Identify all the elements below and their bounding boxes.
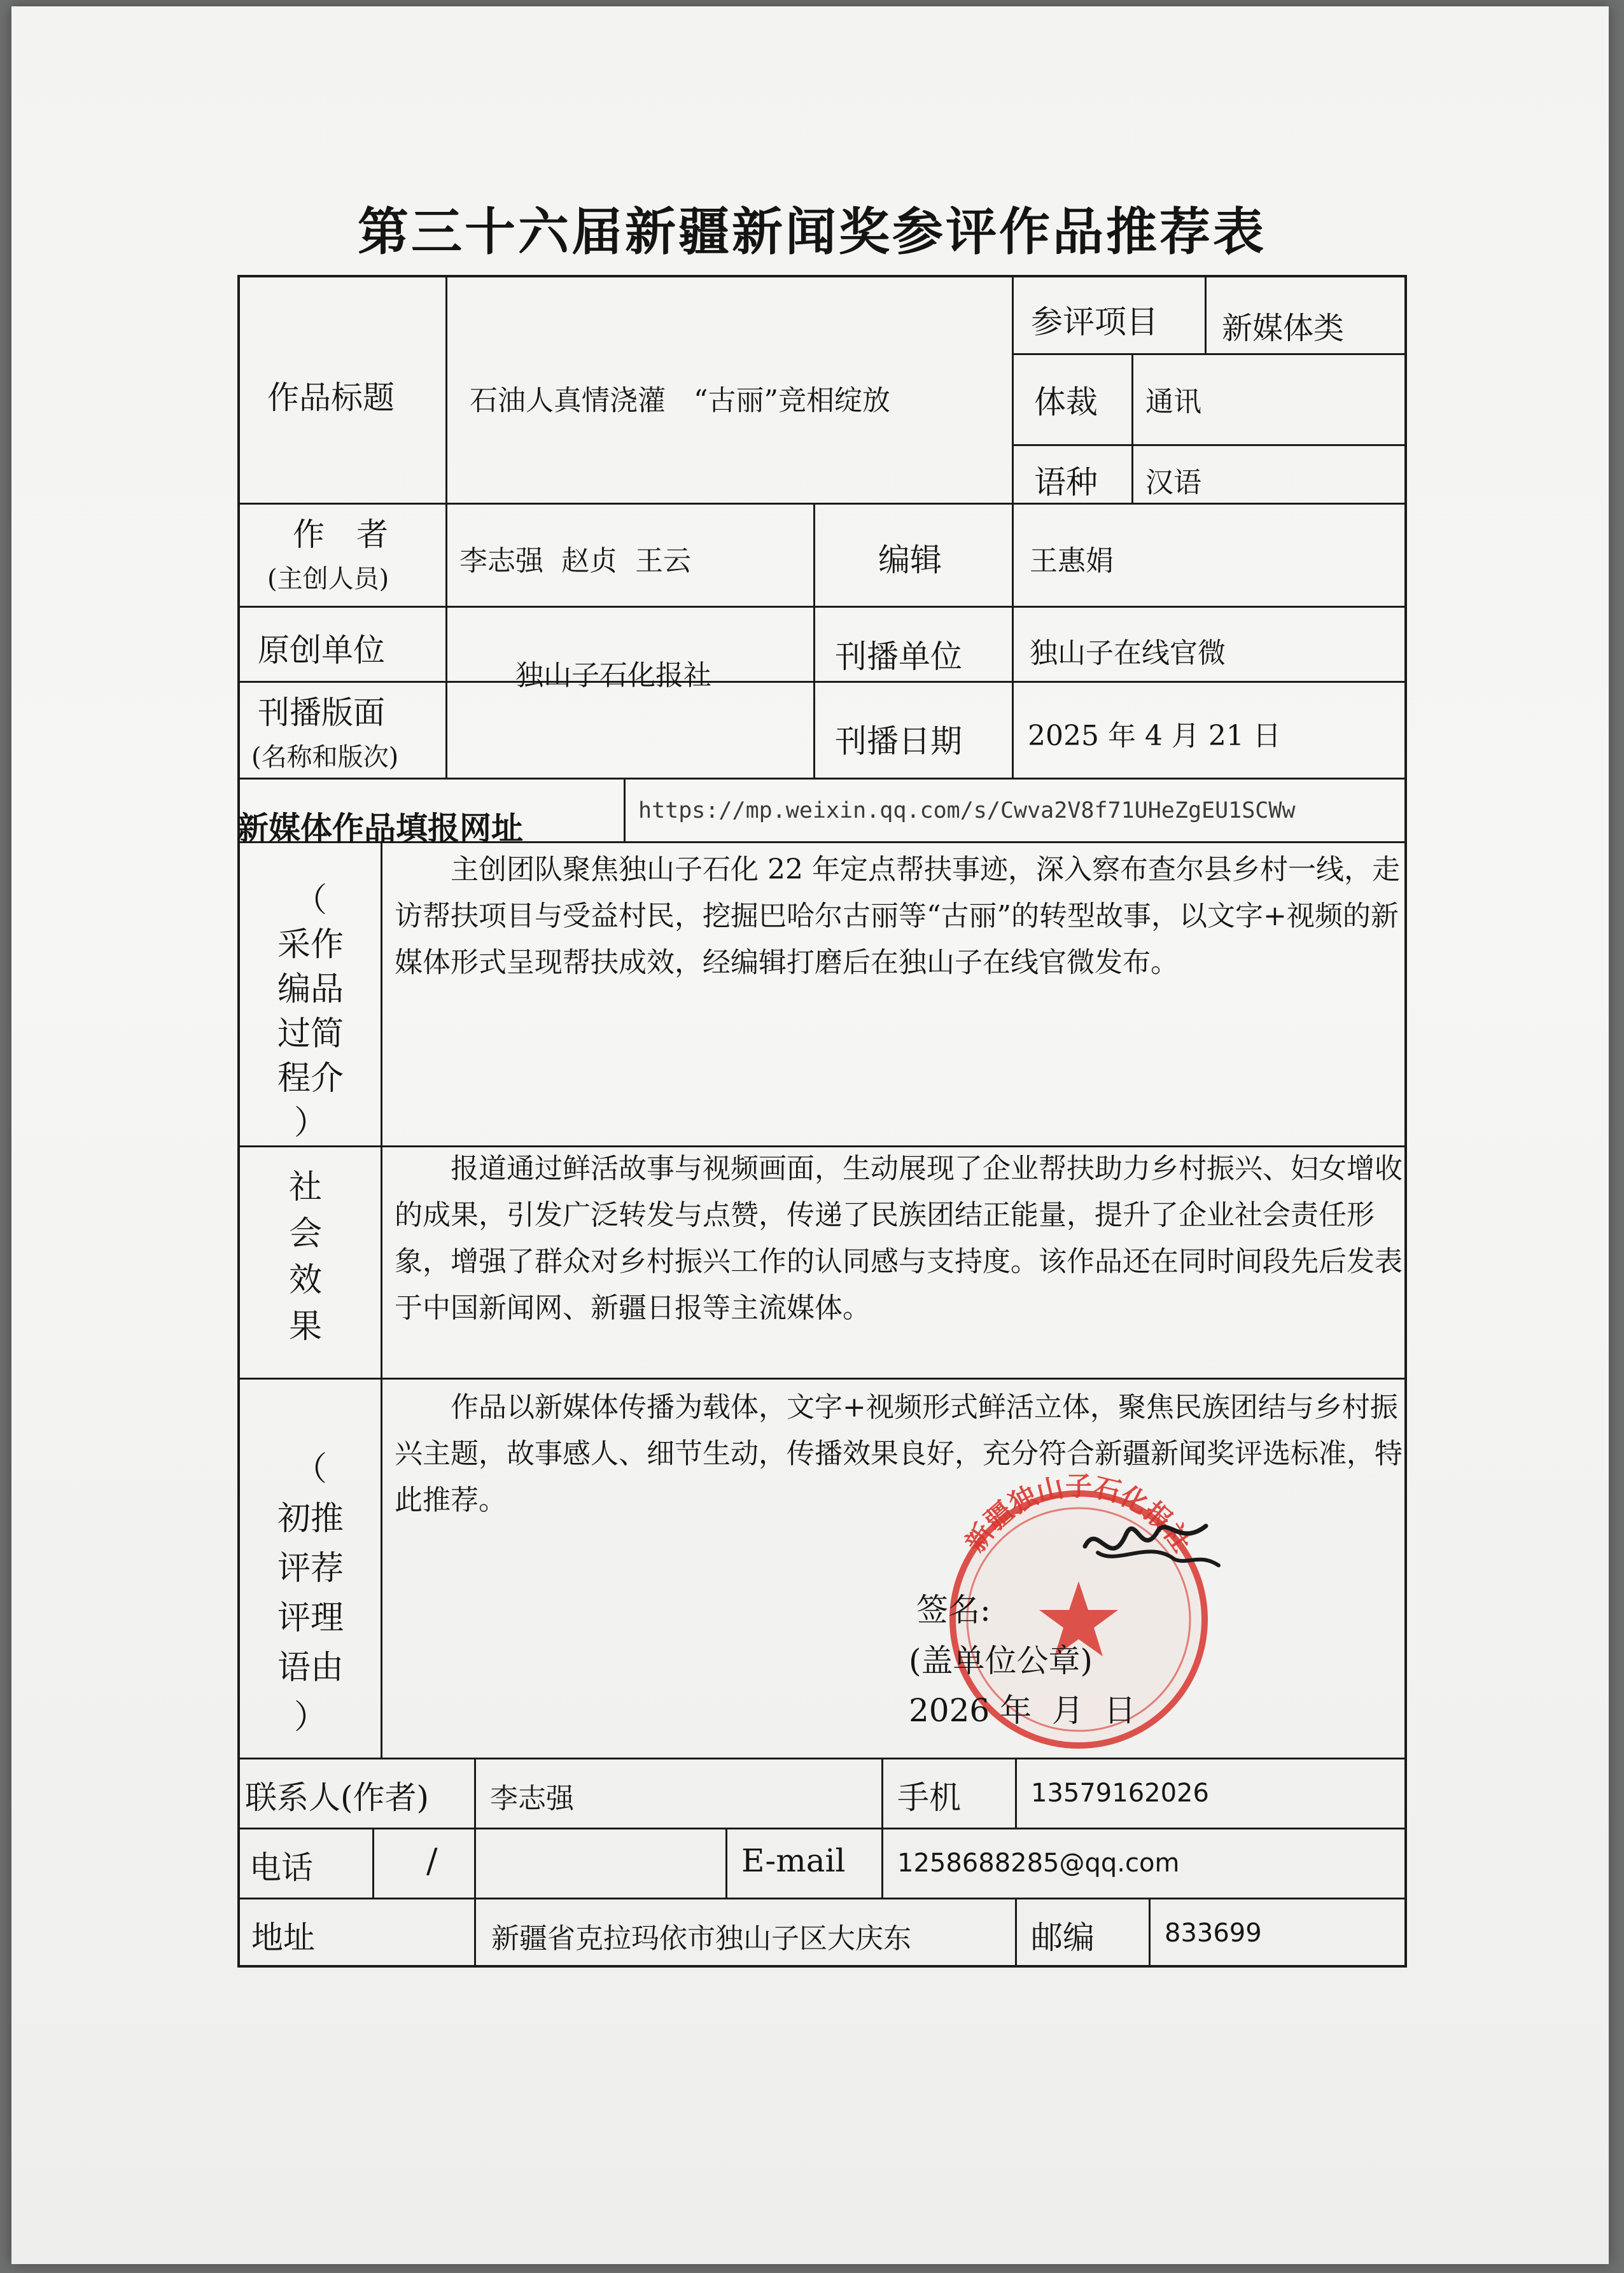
- address-label: 地址: [251, 1919, 315, 1956]
- publish-unit-value: 独山子在线官微: [1030, 637, 1226, 669]
- category-label: 参评项目: [1031, 304, 1158, 340]
- address-value: 新疆省克拉玛依市独山子区大庆东: [491, 1922, 911, 1955]
- date-line: 2026 年 月 日: [909, 1692, 1136, 1729]
- publish-date-value: 2025 年 4 月 21 日: [1028, 720, 1281, 752]
- publish-date-label: 刊播日期: [835, 723, 962, 760]
- review-text: 作品以新媒体传播为载体，文字+视频形式鲜活立体，聚焦民族团结与乡村振兴主题，故事感人、细节生动，传播效果良好，充分符合新疆新闻奖评选标准，特此推荐。: [395, 1391, 1403, 1516]
- col-divider: [1131, 353, 1133, 503]
- work-title-label: 作品标题: [267, 379, 395, 416]
- col-divider: [881, 1828, 883, 1898]
- row-divider: [237, 681, 1407, 683]
- col-divider: [1205, 275, 1207, 353]
- col-divider: [1015, 1758, 1017, 1828]
- postcode-label: 邮编: [1031, 1919, 1095, 1956]
- editor-value: 王惠娟: [1030, 545, 1114, 577]
- mobile-value: 13579162026: [1031, 1779, 1209, 1808]
- editor-label: 编辑: [878, 542, 942, 578]
- url-value[interactable]: https://mp.weixin.qq.com/s/Cwva2V8f71UHeZgEU1SCWw: [638, 798, 1296, 823]
- col-divider: [372, 1828, 374, 1898]
- sign-label: 签名:: [916, 1591, 991, 1628]
- col-divider: [1015, 1898, 1017, 1968]
- process-text: 主创团队聚焦独山子石化 22 年定点帮扶事迹，深入察布查尔县乡村一线，走访帮扶项目与受益村民，挖掘巴哈尔古丽等“古丽”的转型故事，以文字+视频的新媒体形式呈现帮扶成效，经编辑打磨后在独山子在线官微发布。: [395, 853, 1400, 979]
- col-divider: [725, 1828, 727, 1898]
- genre-value: 通讯: [1145, 386, 1201, 418]
- email-label: E-mail: [741, 1842, 846, 1879]
- effect-text: 报道通过鲜活故事与视频画面，生动展现了企业帮扶助力乡村振兴、妇女增收的成果，引发广泛转发与点赞，传递了民族团结正能量，提升了企业社会责任形象，增强了群众对乡村振兴工作的认同感与支持度。该作品还在同时间段先后发表于中国新闻网、新疆日报等主流媒体。: [395, 1152, 1403, 1324]
- review-label: （ 初推 评荐 评理 语由 ）: [277, 1450, 344, 1737]
- row-divider: [237, 1828, 1407, 1829]
- layout-label: 刊播版面: [258, 694, 385, 731]
- col-divider: [1012, 275, 1014, 503]
- original-unit-label: 原创单位: [258, 632, 385, 669]
- col-divider: [381, 841, 382, 1758]
- author-value: 李志强 赵贞 王云: [459, 545, 691, 577]
- seal-note: (盖单位公章): [909, 1642, 1093, 1679]
- col-divider: [813, 503, 815, 778]
- col-divider: [624, 778, 626, 841]
- process-label: （ 采作 编品 过简 程介 ）: [277, 881, 344, 1142]
- language-value: 汉语: [1145, 466, 1201, 499]
- original-unit-value: 独山子石化报社: [515, 659, 711, 692]
- col-divider: [1149, 1898, 1151, 1968]
- author-sub-label: (主创人员): [267, 564, 389, 594]
- col-divider: [1012, 503, 1014, 778]
- author-label: 作 者: [293, 516, 388, 553]
- row-divider: [237, 606, 1407, 608]
- contact-value: 李志强: [490, 1782, 574, 1815]
- category-value: 新媒体类: [1222, 311, 1345, 346]
- contact-label: 联系人(作者): [245, 1779, 430, 1816]
- url-label: 新媒体作品填报网址: [237, 809, 523, 847]
- row-divider: [237, 778, 1407, 780]
- postcode-value: 833699: [1165, 1919, 1262, 1948]
- email-value[interactable]: 1258688285@qq.com: [897, 1849, 1180, 1878]
- publish-unit-label: 刊播单位: [835, 638, 962, 675]
- col-divider: [881, 1758, 883, 1828]
- effect-label: 社 会 效 果: [288, 1168, 322, 1346]
- layout-sub-label: (名称和版次): [251, 743, 399, 772]
- phone-label: 电话: [249, 1849, 313, 1886]
- col-divider: [474, 1758, 476, 1968]
- row-divider: [237, 1758, 1407, 1759]
- phone-value: /: [426, 1842, 438, 1880]
- col-divider: [445, 275, 447, 778]
- row-divider: [237, 1898, 1407, 1899]
- row-divider: [237, 1378, 1407, 1380]
- row-divider: [237, 503, 1407, 505]
- work-title-value: 石油人真情浇灌 “古丽”竞相绽放: [470, 384, 890, 417]
- row-divider: [1012, 444, 1407, 446]
- language-label: 语种: [1034, 464, 1098, 501]
- row-divider: [1012, 353, 1407, 355]
- seal-text: 新疆独山子石化报社: [959, 1471, 1198, 1558]
- genre-label: 体裁: [1034, 384, 1098, 421]
- document-title: 第三十六届新疆新闻奖参评作品推荐表: [358, 202, 1266, 262]
- mobile-label: 手机: [897, 1779, 961, 1816]
